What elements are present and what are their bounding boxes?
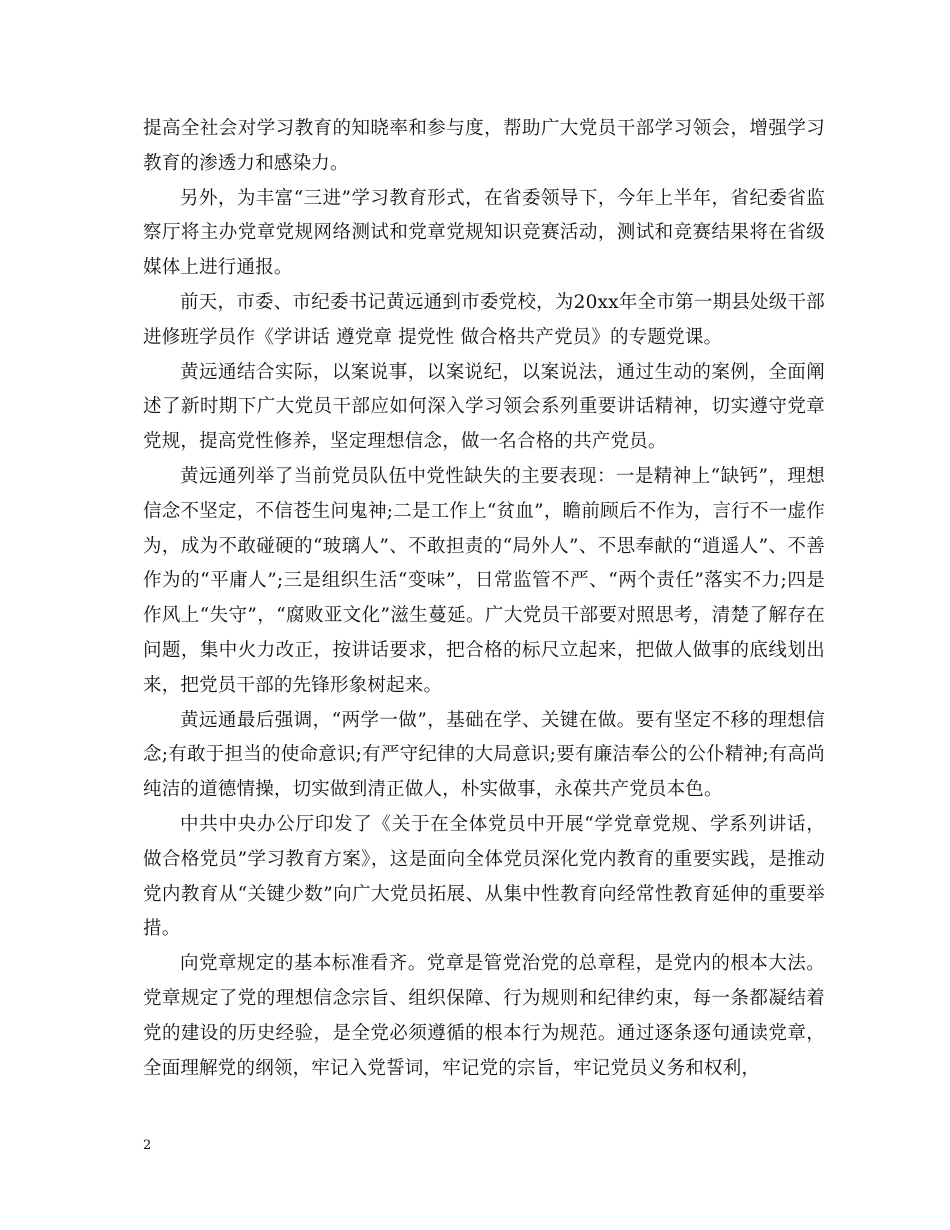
- paragraph: 中共中央办公厅印发了《关于在全体党员中开展“学党章党规、学系列讲话，做合格党员”学习教育方案》，这是面向全体党员深化党内教育的重要实践，是推动党内教育从“关键少数”向广大党员拓展、从集中性教育向经常性教育延伸的重要举措。: [143, 813, 825, 940]
- page-number: 2: [143, 1138, 152, 1153]
- paragraph: 前天，市委、市纪委书记黄远通到市委党校，为20xx年全市第一期县处级干部进修班学员作《学讲话 遵党章 提党性 做合格共产党员》的专题党课。: [143, 291, 825, 348]
- paragraph: 另外，为丰富“三进”学习教育形式，在省委领导下，今年上半年，省纪委省监察厅将主办党章党规网络测试和党章党规知识竞赛活动，测试和竞赛结果将在省级媒体上进行通报。: [143, 187, 825, 279]
- paragraph: 向党章规定的基本标准看齐。党章是管党治党的总章程，是党内的根本大法。党章规定了党的理想信念宗旨、组织保障、行为规则和纪律约束，每一条都凝结着党的建设的历史经验，是全党必须遵循的根本行为规范。通过逐条逐句通读党章，全面理解党的纲领，牢记入党誓词，牢记党的宗旨，牢记党员义务和权利，: [143, 953, 825, 1079]
- document-body: [143, 112, 825, 1086]
- paragraph: 提高全社会对学习教育的知晓率和参与度，帮助广大党员干部学习领会，增强学习教育的渗透力和感染力。: [143, 118, 825, 174]
- paragraph: 黄远通最后强调，“两学一做”，基础在学、关键在做。要有坚定不移的理想信念;有敢于担当的使命意识;有严守纪律的大局意识;要有廉洁奉公的公仆精神;有高尚纯洁的道德情操，切实做到清正做人，朴实做事，永葆共产党员本色。: [143, 709, 825, 801]
- paragraph: 黄远通结合实际，以案说事，以案说纪，以案说法，通过生动的案例，全面阐述了新时期下广大党员干部应如何深入学习领会系列重要讲话精神，切实遵守党章党规，提高党性修养，坚定理想信念，做一名合格的共产党员。: [143, 361, 825, 453]
- paragraph: 黄远通列举了当前党员队伍中党性缺失的主要表现：一是精神上“缺钙”，理想信念不坚定，不信苍生问鬼神;二是工作上“贫血”，瞻前顾后不作为，言行不一虚作为，成为不敢碰硬的“玻璃人”、不敢担责的“局外人”、不思奉献的“逍遥人”、不善作为的“平庸人”;三是组织生活“变味”，日常监管不严、“两个责任”落实不力;四是作风上“失守”，“腐败亚文化”滋生蔓延。广大党员干部要对照思考，清楚了解存在问题，集中火力改正，按讲话要求，把合格的标尺立起来，把做人做事的底线划出来，把党员干部的先锋形象树起来。: [143, 465, 825, 696]
